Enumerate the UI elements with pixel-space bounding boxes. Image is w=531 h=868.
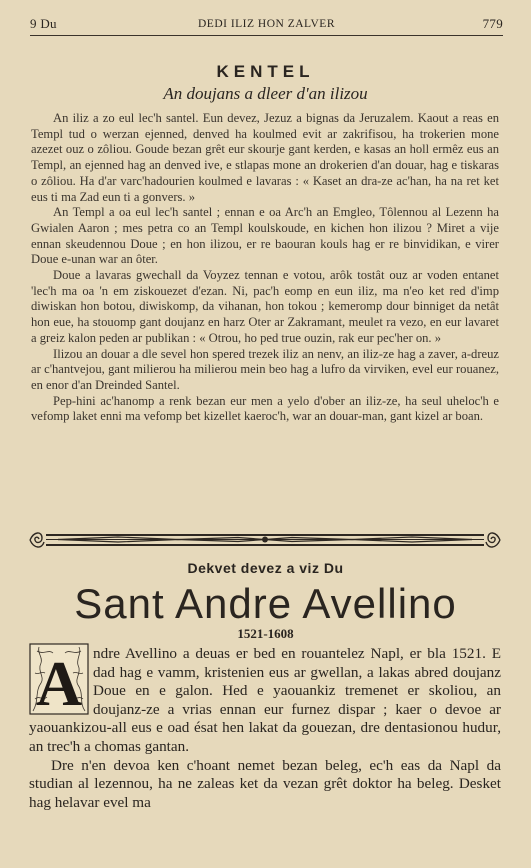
page-number: 779 [482, 16, 503, 31]
saint-years: 1521-1608 [237, 626, 294, 641]
kentel-subtitle: An doujans a dleer d'an ilizou [163, 84, 368, 103]
saint-paragraph: ndre Avellino a deuas er bed en rouantelez Napl, er bla 1521. E dad hag e vamm, kristenien eus ar gwellan, a lakas abred doujanz Doue en e galon. Hed e yaouankiz tremenet er skoliou, an doujanz-ze a vrias ennan eur furnez dispar ; kaer o devoe ar yaouankizou-all eus e oad ésat hen lakat da gouezan, dre dentasionou hudur, an trec'h a chomas gantan. [29, 645, 501, 755]
section-number: 9 Du [30, 16, 57, 31]
saint-name: Sant Andre Avellino [74, 580, 457, 627]
kentel-paragraph: Pep-hini ac'hanomp a renk bezan eur men a yelo d'ober an iliz-ze, ha seul uheloc'h e vefomp laket enni ma vefomp bet kizellet kaeroc'h, war an douar-man, gant kizel ar boan. [31, 393, 499, 424]
kentel-title: KENTEL [216, 62, 315, 81]
header-rule [30, 35, 503, 36]
kentel-paragraph: Ilizou an douar a dle sevel hon spered trezek iliz an nenv, an iliz-ze hag a zaver, a-dreuz ar c'hantvejou, gant milierou ha milierou mein beo hag a lufro da virviken, evel eur rouanez, en enor d'an Dreinded Santel. [31, 346, 499, 392]
saint-body [29, 645, 501, 812]
day-heading: Dekvet devez a viz Du [187, 560, 344, 576]
running-title: DEDI ILIZ HON ZALVER [197, 18, 335, 30]
saint-paragraph: Dre n'en devoa ken c'hoant nemet bezan beleg, ec'h eas da Napl da studian al lezennou, ha ne zaleas ket da vezan grêt doktor ha beleg. Desket hag helavar evel ma [29, 756, 501, 811]
running-head [30, 16, 503, 34]
kentel-paragraph: Doue a lavaras gwechall da Voyzez tennan e votou, arôk tostât ouz ar voden entanet 'lec'h ma oa 'n em ziskouezet d'ezan. Ni, pac'h eomp en eun iliz, ma n'eo ket red d'imp diwiskan hon botou, diwiskomp, da vihanan, hon tokou ; kemeromp dour binniget da netât hon eue, ha stouomp gant doujanz en harz Oter ar Zakramant, meulet ra vezo, en eur lavaret a greiz kalon peden ar publikan : « Otrou, ho ped true ouzin, rak eur pec'her on. » [31, 268, 499, 345]
kentel-paragraph: An Templ a oa eul lec'h santel ; ennan e oa Arc'h an Emgleo, Tôlennou al Lezenn ha Gwialen Aaron ; mes petra co an Templ koulskoude, en kichen hon ilizou ? Miret a vije ennan skeudennou Doue ; en hon ilizou, er re baouran kouls hag er re binvidikan, e virer Doue e-unan war an ôter. [31, 205, 499, 267]
svg-text:A: A [35, 648, 83, 715]
ornamental-divider [28, 528, 502, 552]
kentel-paragraph: An iliz a zo eul lec'h santel. Eun devez, Jezuz a bignas da Jeruzalem. Kaout a reas en Templ tud o werzan ejenned, denved ha koulmed evit ar zakrifisou, ha trokerien mone azezet ouz o zôliou. Goude bezan grêt eur skourje gant kerden, e kasas an holl ermêz eus an Templ, an ejenned hag an denved ive, e stlapas mone an drokerien d'an douar, hag e tiskaras o zôliou. Ha d'ar varc'hadourien koulmed e lavaras : « Kaset an dra-ze ac'han, ha na ret ket eus ti ma Zad eun ti a gonvers. » [31, 111, 499, 204]
kentel-body [31, 111, 499, 425]
dropcap-spacer [29, 645, 93, 719]
